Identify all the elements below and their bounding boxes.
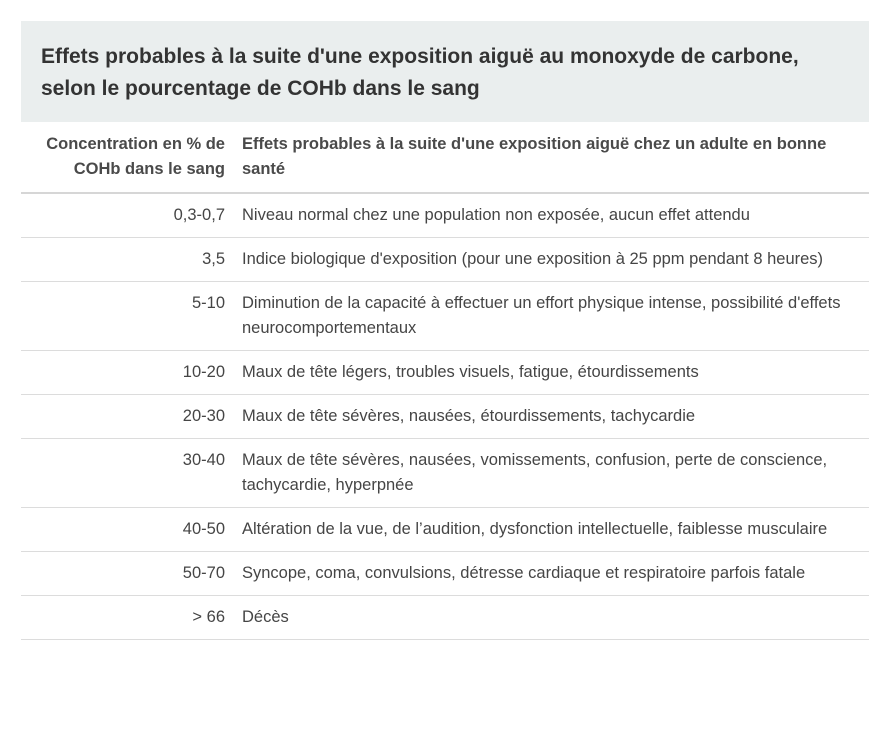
- effects-cell: Altération de la vue, de l’audition, dysfonction intellectuelle, faiblesse musculaire: [233, 508, 869, 552]
- effects-cell: Diminution de la capacité à effectuer un effort physique intense, possibilité d'effets neurocomportementaux: [233, 282, 869, 351]
- table-row: [21, 351, 869, 395]
- effects-cell: Décès: [233, 596, 869, 640]
- table-caption: Effets probables à la suite d'une exposition aiguë au monoxyde de carbone, selon le pourcentage de COHb dans le sang: [21, 21, 869, 122]
- effects-cell: Maux de tête sévères, nausées, étourdissements, tachycardie: [233, 395, 869, 439]
- table-row: [21, 439, 869, 508]
- concentration-cell: > 66: [21, 596, 233, 640]
- concentration-cell: 50-70: [21, 552, 233, 596]
- concentration-cell: 20-30: [21, 395, 233, 439]
- concentration-cell: 30-40: [21, 439, 233, 508]
- concentration-cell: 5-10: [21, 282, 233, 351]
- table-row: [21, 193, 869, 238]
- effects-cell: Indice biologique d'exposition (pour une exposition à 25 ppm pendant 8 heures): [233, 238, 869, 282]
- concentration-cell: 0,3-0,7: [21, 193, 233, 238]
- table-row: [21, 508, 869, 552]
- effects-table: [21, 122, 869, 640]
- concentration-cell: 10-20: [21, 351, 233, 395]
- effects-cell: Syncope, coma, convulsions, détresse cardiaque et respiratoire parfois fatale: [233, 552, 869, 596]
- table-row: [21, 238, 869, 282]
- table-header-row: [21, 122, 869, 193]
- column-header-effects: Effets probables à la suite d'une exposition aiguë chez un adulte en bonne santé: [233, 122, 869, 193]
- table-row: [21, 596, 869, 640]
- concentration-cell: 40-50: [21, 508, 233, 552]
- effects-cell: Maux de tête légers, troubles visuels, fatigue, étourdissements: [233, 351, 869, 395]
- column-header-concentration: Concentration en % de COHb dans le sang: [21, 122, 233, 193]
- table-row: [21, 395, 869, 439]
- table-row: [21, 552, 869, 596]
- effects-cell: Niveau normal chez une population non exposée, aucun effet attendu: [233, 193, 869, 238]
- effects-cell: Maux de tête sévères, nausées, vomissements, confusion, perte de conscience, tachycardie, hyperpnée: [233, 439, 869, 508]
- concentration-cell: 3,5: [21, 238, 233, 282]
- table-row: [21, 282, 869, 351]
- effects-table-container: [21, 21, 869, 640]
